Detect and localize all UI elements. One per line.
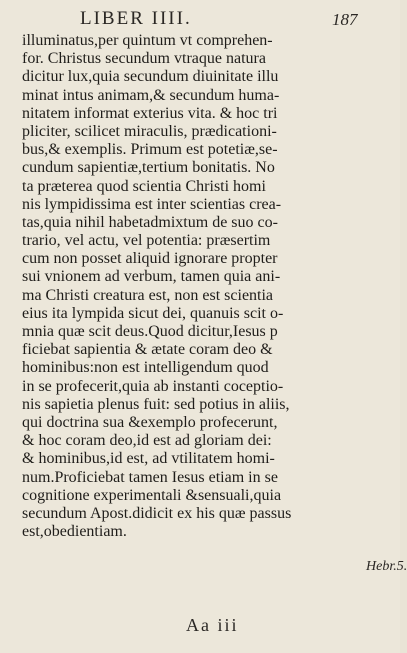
text-line: est,obedientiam. (22, 523, 127, 541)
text-line: mnia quæ scit deus.Quod dicitur,Iesus p (22, 323, 278, 340)
text-line: & hominibus,id est, ad vtilitatem homi- (22, 450, 275, 468)
text-line: minat intus animam,& secundum huma- (22, 86, 280, 104)
text-line: nitatem informat exterius vita. & hoc tri (22, 104, 278, 122)
text-line: dicitur lux,quia secundum diuinitate illu (22, 68, 279, 86)
text-line: qui doctrina sua &exemplo profecerunt, (22, 413, 278, 431)
text-line: bus,& exemplis. Primum est potetiæ,se- (22, 141, 278, 159)
text-line: cum non posset aliquid ignorare propter (22, 250, 278, 268)
text-line: for. Christus secundum vtraque natura (22, 50, 266, 68)
text-line: nis sapietia plenus fuit: sed potius in aliis, (22, 395, 290, 413)
text-line: hominibus:non est intelligendum quod (22, 359, 269, 377)
folio-number: 187 (332, 10, 358, 29)
text-line: eius ita lympida sicut dei, quanuis scit o- (22, 304, 284, 322)
text-line: sui vnionem ad verbum, tamen quia ani- (22, 268, 281, 286)
text-line: secundum Apost.didicit ex his quæ passus (22, 504, 292, 522)
text-line: in se profecerit,quia ab instanti coceptio- (22, 377, 284, 395)
text-line: cognitione experimentali &sensuali,quia (22, 486, 282, 504)
text-line: pliciter, scilicet miraculis, prædicationi- (22, 122, 277, 140)
text-line: tas,quia nihil habetadmixtum de suo co- (22, 213, 278, 231)
text-line: num.Proficiebat tamen Iesus etiam in se (22, 468, 278, 486)
signature-mark: Aa iii (186, 615, 239, 635)
text-line: ma Christi creatura est, non est scientia (22, 286, 274, 304)
text-line: illuminatus,per quintum vt comprehen- (22, 32, 273, 49)
body-text (22, 32, 374, 541)
text-line: ta præterea quod scientia Christi homi (22, 177, 266, 195)
text-line: trario, vel actu, vel potentia: præsertim (22, 232, 271, 250)
text-line: ficiebat sapientia & ætate coram deo & (22, 341, 273, 359)
marginal-note: Hebr.5. (366, 559, 407, 574)
text-line: cundum sapientiæ,tertium bonitatis. No (22, 159, 275, 177)
running-head: LIBER IIII. (80, 8, 192, 29)
text-line: & hoc coram deo,id est ad gloriam dei: (22, 432, 272, 450)
text-line: nis lympidissima est inter scientias crea- (22, 195, 282, 213)
